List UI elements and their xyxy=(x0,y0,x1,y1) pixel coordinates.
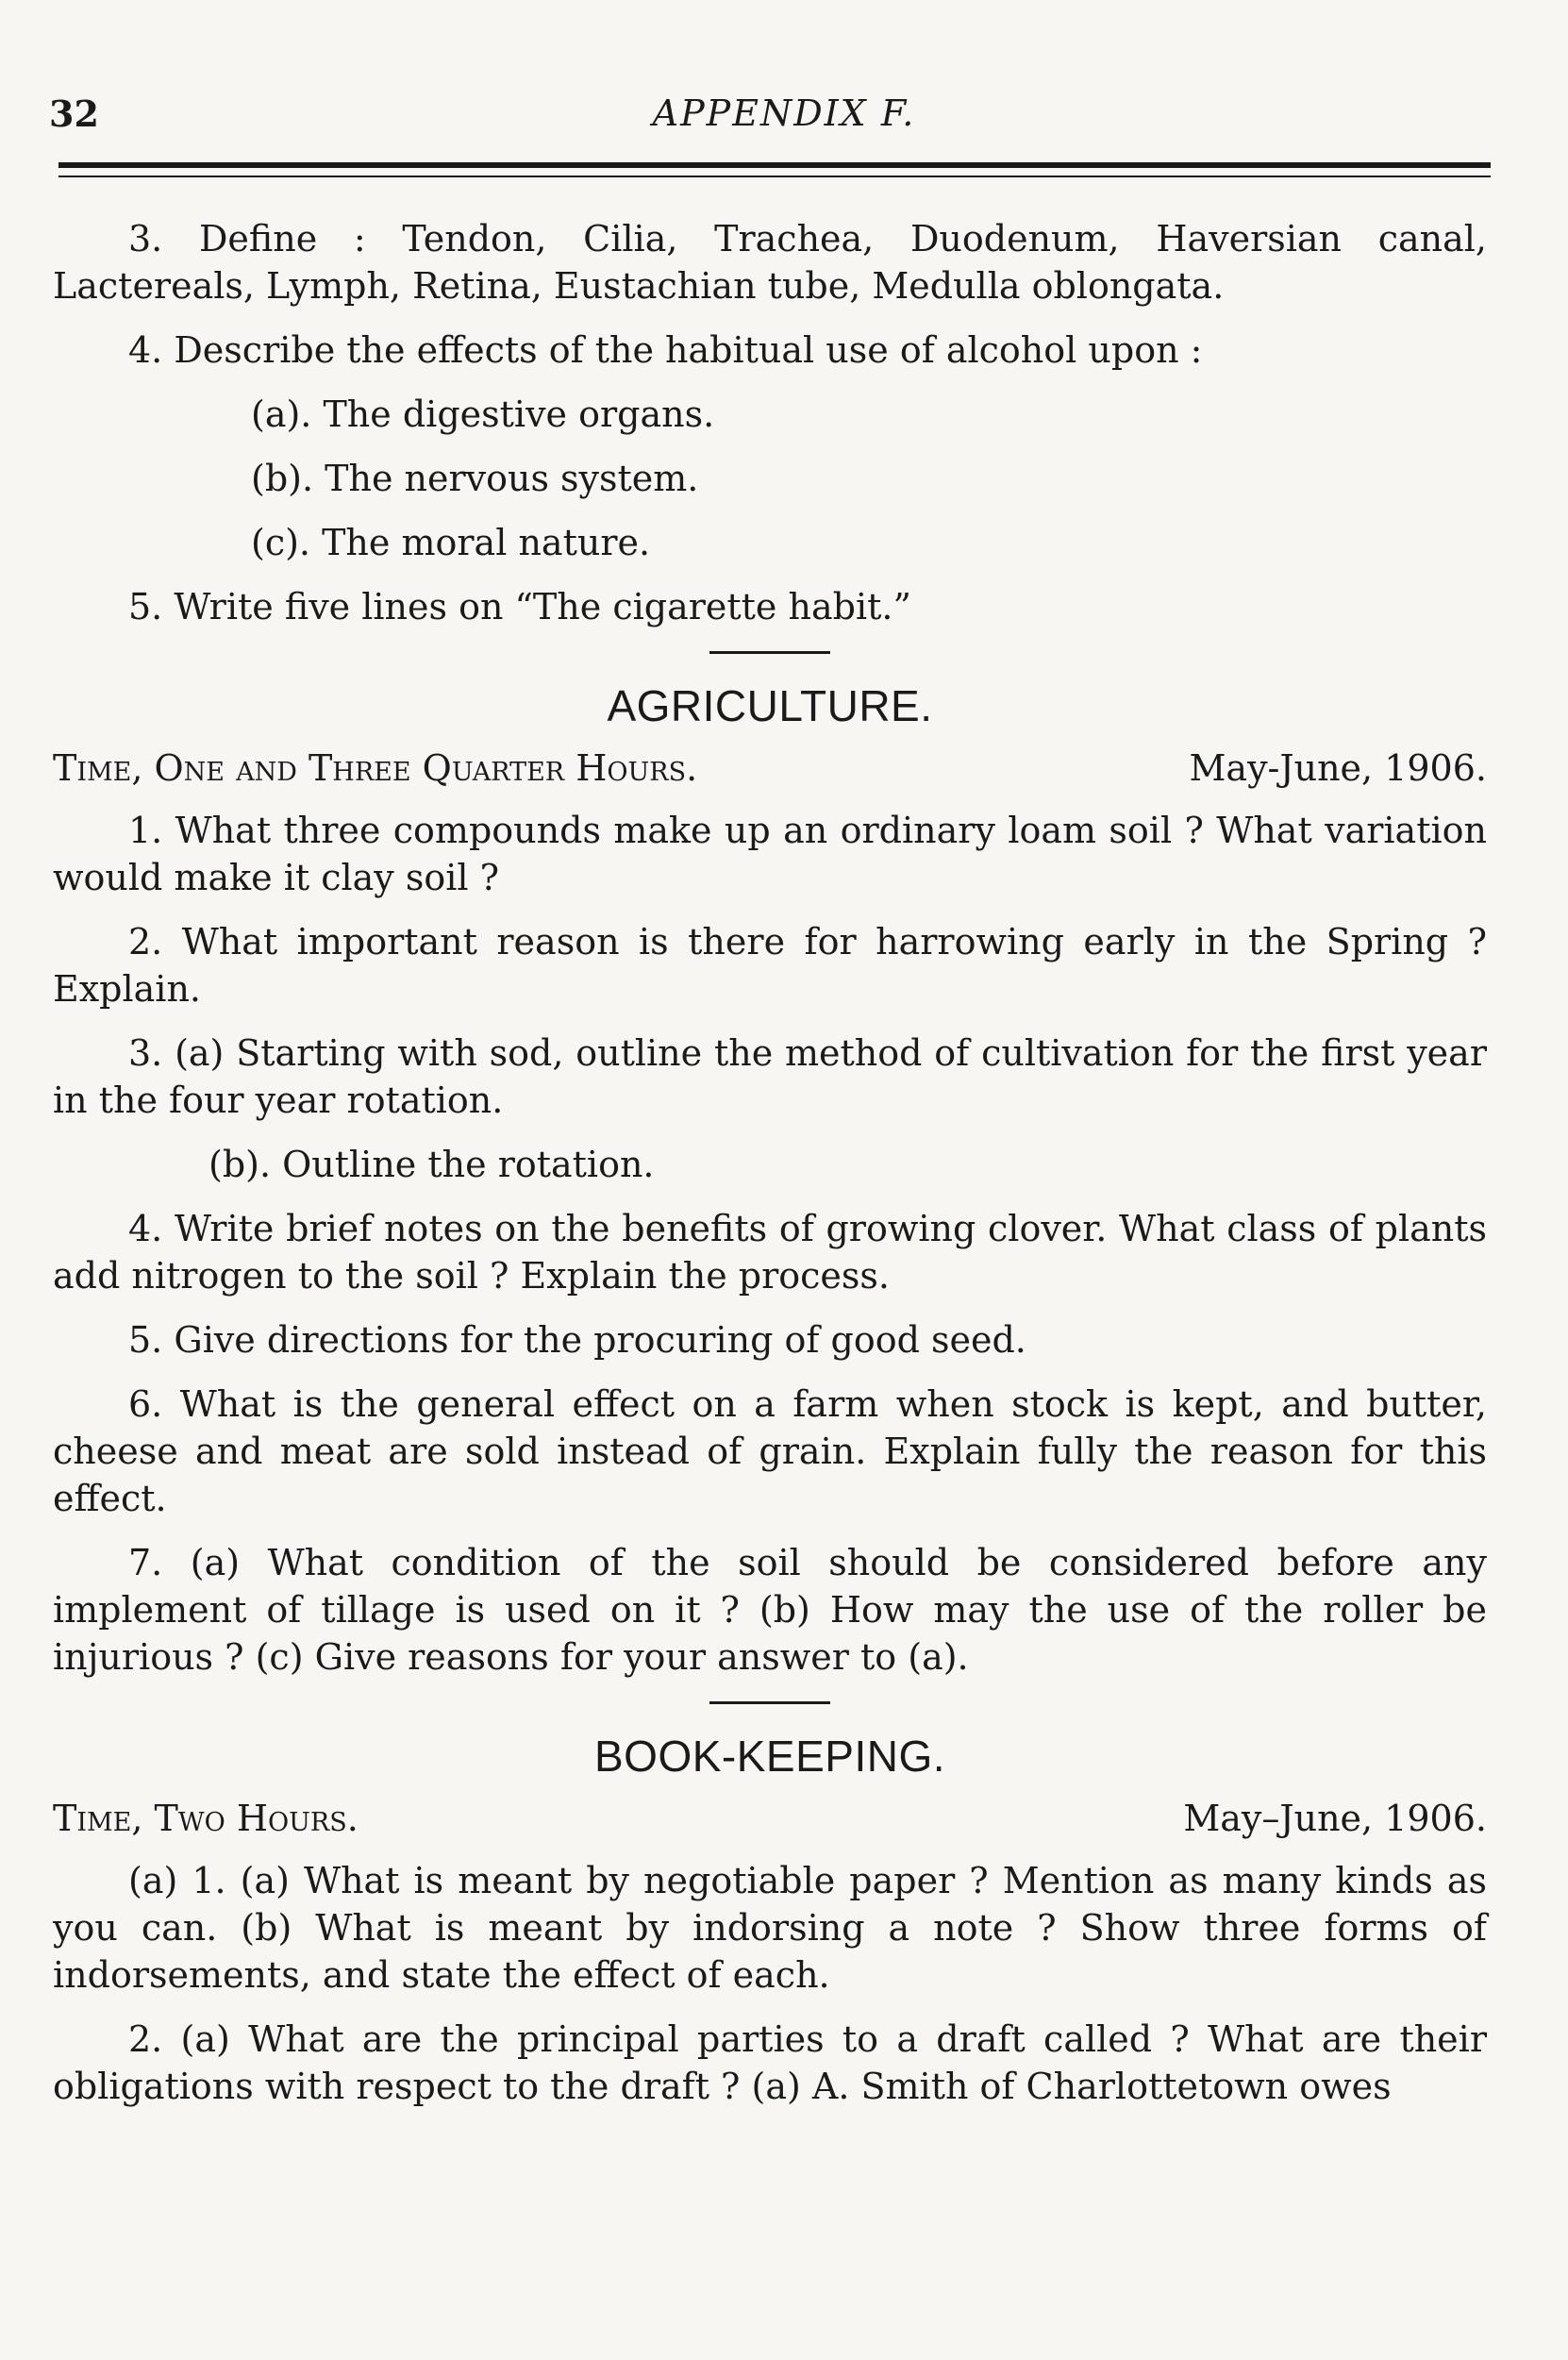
bookkeeping-date: May–June, 1906. xyxy=(1183,1798,1487,1839)
physiology-q5: 5. Write five lines on “The cigarette habit.” xyxy=(128,586,911,628)
bookkeeping-q1: (a) 1. (a) What is meant by negotiable paper ? Mention as many kinds as you can. (b) What is meant by indorsing a note ? Show three forms of indorsements, and state the effect of each. xyxy=(53,1860,1487,1996)
bookkeeping-time: Time, Two Hours. xyxy=(53,1798,359,1839)
agriculture-q7: 7. (a) What condition of the soil should be considered before any implement of tillage is used on it ? (b) How may the use of the roller be injurious ? (c) Give reasons for your answer to (a). xyxy=(53,1542,1487,1678)
physiology-q4a: (a). The digestive organs. xyxy=(251,393,715,435)
agriculture-q6: 6. What is the general effect on a farm when stock is kept, and butter, cheese and meat are sold instead of grain. Explain fully the reason for this effect. xyxy=(53,1383,1487,1519)
bookkeeping-q2: 2. (a) What are the principal parties to a draft called ? What are their obligations with respect to the draft ? (a) A. Smith of Charlottetown owes xyxy=(53,2018,1487,2107)
agriculture-time-row xyxy=(53,745,1487,792)
agriculture-q1: 1. What three compounds make up an ordinary loam soil ? What variation would make it clay soil ? xyxy=(53,810,1487,898)
bookkeeping-time-row xyxy=(53,1795,1487,1842)
running-title: APPENDIX F. xyxy=(652,92,916,134)
agriculture-heading: AGRICULTURE. xyxy=(607,681,933,730)
section-separator xyxy=(709,1701,830,1704)
body-text xyxy=(53,215,1487,2127)
agriculture-time: Time, One and Three Quarter Hours. xyxy=(53,747,698,789)
agriculture-q4: 4. Write brief notes on the benefits of growing clover. What class of plants add nitrogen to the soil ? Explain the process. xyxy=(53,1208,1487,1297)
header-rule-thick xyxy=(58,162,1491,168)
page-number: 32 xyxy=(49,92,99,135)
agriculture-q5: 5. Give directions for the procuring of good seed. xyxy=(128,1319,1026,1361)
physiology-q4c: (c). The moral nature. xyxy=(251,522,651,563)
bookkeeping-heading: BOOK-KEEPING. xyxy=(593,1732,946,1781)
physiology-q4b: (b). The nervous system. xyxy=(251,458,699,499)
agriculture-date: May-June, 1906. xyxy=(1189,747,1487,789)
agriculture-q2: 2. What important reason is there for harrowing early in the Spring ? Explain. xyxy=(53,921,1487,1010)
header-rule-thin xyxy=(58,176,1491,177)
agriculture-q3: 3. (a) Starting with sod, outline the method of cultivation for the first year in the four year rotation. xyxy=(53,1032,1487,1121)
physiology-q3: 3. Define : Tendon, Cilia, Trachea, Duodenum, Haversian canal, Lactereals, Lymph, Retina, Eustachian tube, Medulla oblongata. xyxy=(53,218,1487,307)
section-separator xyxy=(709,651,830,654)
physiology-q4: 4. Describe the effects of the habitual use of alcohol upon : xyxy=(128,329,1203,371)
agriculture-q3b: (b). Outline the rotation. xyxy=(209,1144,655,1185)
